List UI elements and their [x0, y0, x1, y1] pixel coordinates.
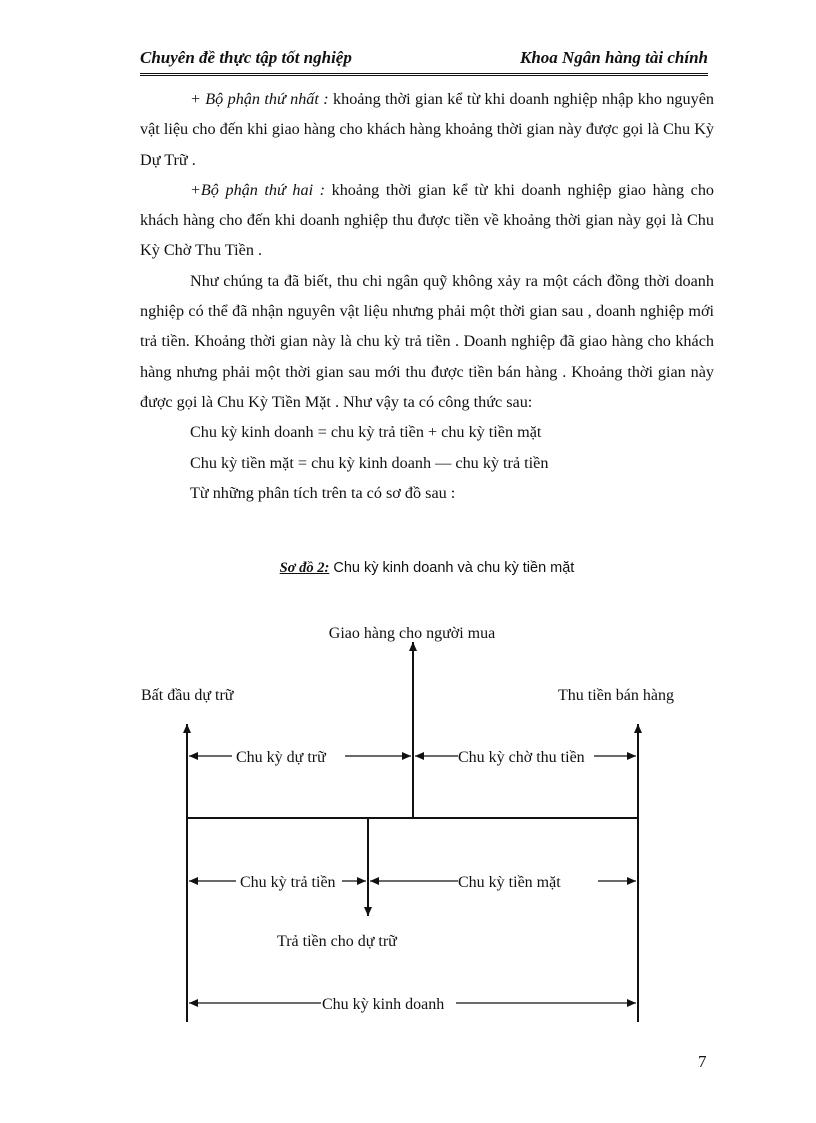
header-right-title: Khoa Ngân hàng tài chính	[519, 48, 708, 67]
diagram-caption	[140, 560, 714, 577]
second-part-text: khoảng thời gian kể từ khi doanh nghiệp giao hàng cho khách hàng cho đến khi doanh nghiệp thu được tiền về khoảng thời gian này gọi là Chu Kỳ Chờ Thu Tiền .	[140, 180, 714, 260]
body-text	[140, 84, 714, 508]
first-part-label: + Bộ phận thứ nhất :	[190, 90, 329, 108]
cycle-diagram	[0, 600, 816, 1030]
diagram-lead-in: Từ những phân tích trên ta có sơ đồ sau :	[190, 483, 456, 502]
caption-text: Chu kỳ kinh doanh và chu kỳ tiền mặt	[333, 560, 575, 576]
label-operating-cycle: Chu kỳ kinh doanh	[322, 996, 445, 1013]
label-collect-sales: Thu tiền bán hàng	[558, 687, 674, 704]
label-payable-period: Chu kỳ trả tiền	[240, 874, 336, 891]
paragraph-cash-flow: Như chúng ta đã biết, thu chi ngân quỹ không xảy ra một cách đồng thời doanh nghiệp có thể đã nhận nguyên vật liệu nhưng phải một thời gian sau , doanh nghiệp mới trả tiền. Khoảng thời gian này là chu kỳ trả tiền . Doanh nghiệp đã giao hàng cho khách hàng nhưng phải một thời gian sau mới thu được tiền bán hàng . Khoảng thời gian này được gọi là Chu Kỳ Tiền Mặt . Như vậy ta có công thức sau:	[140, 271, 714, 411]
page-header	[140, 44, 708, 74]
caption-label: Sơ đồ 2:	[279, 560, 330, 576]
header-left-title: Chuyên đề thực tập tốt nghiệp	[140, 48, 352, 67]
formula-operating-cycle: Chu kỳ kinh doanh = chu kỳ trả tiền + chu kỳ tiền mặt	[190, 423, 542, 442]
page-number: 7	[698, 1052, 707, 1071]
second-part-label: +Bộ phận thứ hai :	[190, 180, 326, 199]
formula-cash-cycle: Chu kỳ tiền mặt = chu kỳ kinh doanh — chu kỳ trả tiền	[190, 453, 549, 472]
paragraph-second-part	[140, 175, 714, 266]
label-cash-cycle: Chu kỳ tiền mặt	[458, 874, 561, 891]
label-inventory-period: Chu kỳ dự trữ	[236, 749, 326, 766]
header-rule	[140, 73, 708, 76]
label-delivery: Giao hàng cho người mua	[328, 625, 496, 642]
paragraph-first-part	[140, 84, 714, 175]
first-part-text: khoảng thời gian kể từ khi doanh nghiệp nhập kho nguyên vật liệu cho đến khi giao hàng cho khách hàng khoảng thời gian này được gọi là Chu Kỳ Dự Trữ .	[140, 90, 714, 169]
label-start-inventory: Bất đầu dự trữ	[141, 687, 234, 704]
label-pay-inventory: Trả tiền cho dự trữ	[277, 933, 397, 950]
label-receivable-period: Chu kỳ chờ thu tiền	[458, 749, 585, 766]
